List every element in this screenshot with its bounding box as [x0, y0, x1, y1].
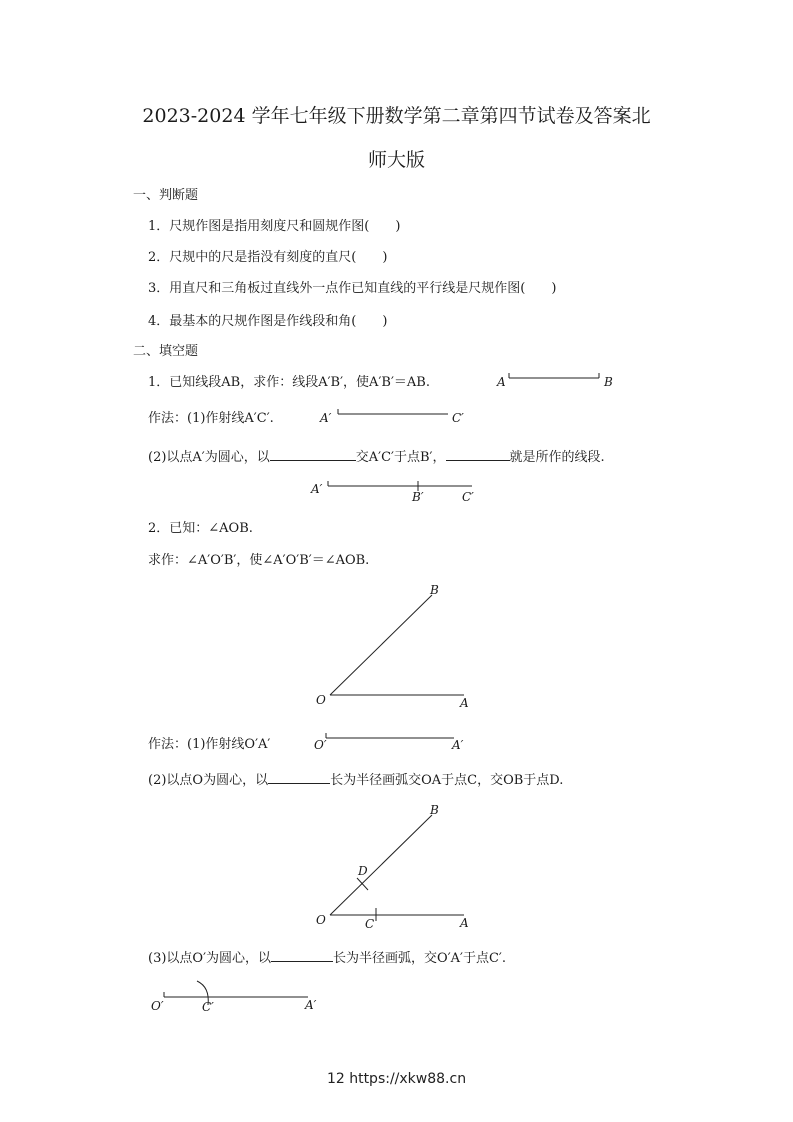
q2-step3 [148, 948, 506, 967]
judgement-item-2: 2．尺规中的尺是指没有刻度的直尺( ) [148, 250, 388, 265]
figure-segment-abc [310, 479, 490, 505]
q1-step2-text-a: (2)以点A′为圆心，以 [148, 450, 270, 465]
label-a: A [460, 916, 469, 930]
label-a: A [460, 696, 469, 710]
label-a: A [497, 375, 506, 389]
judgement-item-4: 4．最基本的尺规作图是作线段和角( ) [148, 314, 388, 329]
q2-step3-text-a: (3)以点O′为圆心，以 [148, 951, 272, 966]
label-c-prime: C′ [462, 490, 474, 504]
label-b: B [604, 375, 613, 389]
q1-step1: 作法：(1)作射线A′C′. [148, 411, 274, 426]
q1-step2 [148, 447, 605, 466]
label-b: B [430, 803, 439, 817]
section-heading-judgement: 一、判断题 [133, 188, 199, 203]
q1-blank-2[interactable] [446, 447, 510, 461]
label-c-prime: C′ [202, 1000, 214, 1014]
label-o: O [316, 913, 326, 927]
figure-segment-ab [495, 370, 625, 392]
judgement-item-3: 3．用直尺和三角板过直线外一点作已知直线的平行线是尺规作图( ) [148, 281, 557, 296]
page-footer: 12 https://xkw88.cn [326, 1071, 467, 1087]
page-title-line1: 2023-2024 学年七年级下册数学第二章第四节试卷及答案北 [142, 105, 651, 127]
q2-step2-text-b: 长为半径画弧交OA于点C，交OB于点D. [330, 773, 564, 788]
q2-step1: 作法：(1)作射线O′A′ [148, 737, 271, 752]
label-a-prime: A′ [311, 482, 323, 496]
label-b-prime: B′ [412, 490, 424, 504]
q2-blank-2[interactable] [271, 948, 333, 962]
label-o-prime: O′ [314, 738, 327, 752]
label-c: C [365, 917, 375, 931]
label-a-prime: A′ [452, 738, 464, 752]
figure-angle-aob-cd [310, 800, 490, 935]
page-title-line2: 师大版 [367, 149, 425, 171]
q1-blank-1[interactable] [270, 447, 356, 461]
q2-blank-1[interactable] [268, 770, 330, 784]
label-a-prime: A′ [305, 998, 317, 1012]
label-o: O [316, 693, 326, 707]
figure-ray-oca [148, 975, 328, 1015]
label-b: B [430, 583, 439, 597]
q1-step2-text-b: 交A′C′于点B′， [355, 450, 446, 465]
q2-step3-text-b: 长为半径画弧，交O′A′于点C′. [333, 951, 507, 966]
label-o-prime: O′ [151, 999, 164, 1013]
q2-given: 2．已知：∠AOB. [148, 521, 253, 536]
section-heading-fill-in: 二、填空题 [133, 344, 199, 359]
label-c-prime: C′ [452, 411, 464, 425]
q1-prompt: 1．已知线段AB，求作：线段A′B′，使A′B′＝AB. [148, 375, 430, 390]
figure-ray-oa [312, 732, 472, 754]
q1-step2-text-c: 就是所作的线段. [509, 450, 605, 465]
figure-ray-ac [318, 406, 478, 428]
label-a-prime: A′ [320, 411, 332, 425]
q2-ask: 求作：∠A′O′B′，使∠A′O′B′＝∠AOB. [148, 553, 370, 568]
label-d: D [358, 864, 368, 878]
q2-step2 [148, 770, 563, 789]
figure-angle-aob [310, 580, 490, 715]
q2-step2-text-a: (2)以点O为圆心，以 [148, 773, 269, 788]
judgement-item-1: 1．尺规作图是指用刻度尺和圆规作图( ) [148, 219, 401, 234]
